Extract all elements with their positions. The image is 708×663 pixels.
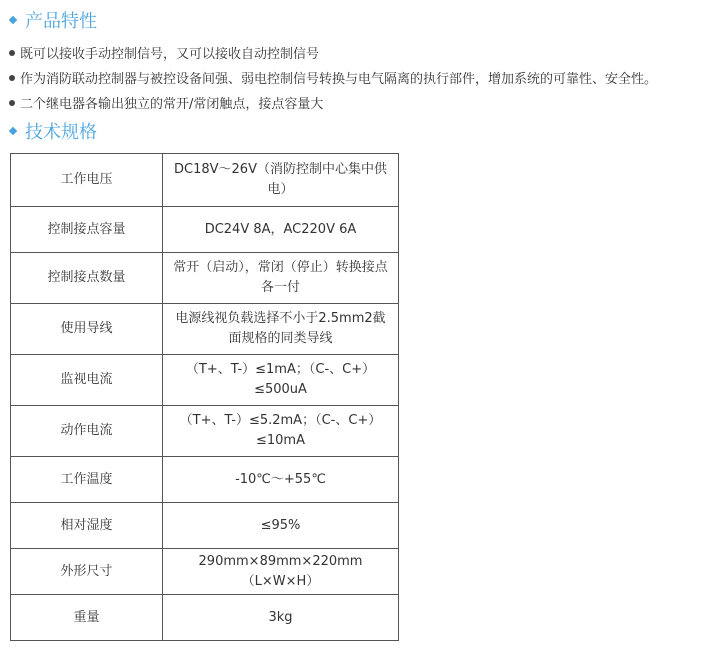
feature-item bbox=[9, 90, 704, 115]
table-row bbox=[11, 503, 399, 549]
table-row bbox=[11, 355, 399, 406]
diamond-icon bbox=[9, 16, 17, 24]
spec-label: 工作电压 bbox=[11, 154, 163, 207]
bullet-icon bbox=[9, 75, 15, 81]
feature-text: 既可以接收手动控制信号，又可以接收自动控制信号 bbox=[20, 47, 320, 62]
table-row bbox=[11, 406, 399, 457]
feature-item bbox=[9, 40, 704, 65]
spec-value: -10℃～+55℃ bbox=[163, 457, 399, 503]
spec-value: 电源线视负载选择不小于2.5mm2截面规格的同类导线 bbox=[163, 304, 399, 355]
feature-text: 二个继电器各输出独立的常开/常闭触点，接点容量大 bbox=[20, 97, 324, 112]
spec-value: 3kg bbox=[163, 595, 399, 641]
spec-value: （T+、T-）≤5.2mA；（C-、C+）≤10mA bbox=[163, 406, 399, 457]
spec-label: 重量 bbox=[11, 595, 163, 641]
features-heading bbox=[8, 8, 97, 32]
table-row bbox=[11, 253, 399, 304]
bullet-icon bbox=[9, 100, 15, 106]
table-row bbox=[11, 457, 399, 503]
features-heading-text: 产品特性 bbox=[25, 11, 97, 32]
spec-value: 290mm×89mm×220mm（L×W×H） bbox=[163, 549, 399, 595]
spec-label: 监视电流 bbox=[11, 355, 163, 406]
feature-text: 作为消防联动控制器与被控设备间强、弱电控制信号转换与电气隔离的执行部件，增加系统的可靠性、安全性。 bbox=[20, 72, 658, 87]
spec-label: 工作温度 bbox=[11, 457, 163, 503]
spec-label: 使用导线 bbox=[11, 304, 163, 355]
spec-label: 控制接点容量 bbox=[11, 207, 163, 253]
table-row bbox=[11, 595, 399, 641]
spec-value: 常开（启动），常闭（停止）转换接点各一付 bbox=[163, 253, 399, 304]
spec-value: DC24V 8A，AC220V 6A bbox=[163, 207, 399, 253]
spec-table bbox=[10, 153, 399, 641]
table-row bbox=[11, 207, 399, 253]
feature-list bbox=[9, 40, 704, 115]
spec-label: 相对湿度 bbox=[11, 503, 163, 549]
diamond-icon bbox=[9, 127, 17, 135]
table-row bbox=[11, 154, 399, 207]
spec-label: 外形尺寸 bbox=[11, 549, 163, 595]
specs-heading bbox=[8, 119, 97, 143]
specs-heading-text: 技术规格 bbox=[25, 122, 97, 143]
spec-label: 动作电流 bbox=[11, 406, 163, 457]
feature-item bbox=[9, 65, 704, 90]
table-row bbox=[11, 304, 399, 355]
table-row bbox=[11, 549, 399, 595]
spec-value: （T+、T-）≤1mA；（C-、C+）≤500uA bbox=[163, 355, 399, 406]
spec-value: ≤95% bbox=[163, 503, 399, 549]
spec-label: 控制接点数量 bbox=[11, 253, 163, 304]
spec-value: DC18V～26V（消防控制中心集中供电） bbox=[163, 154, 399, 207]
bullet-icon bbox=[9, 50, 15, 56]
